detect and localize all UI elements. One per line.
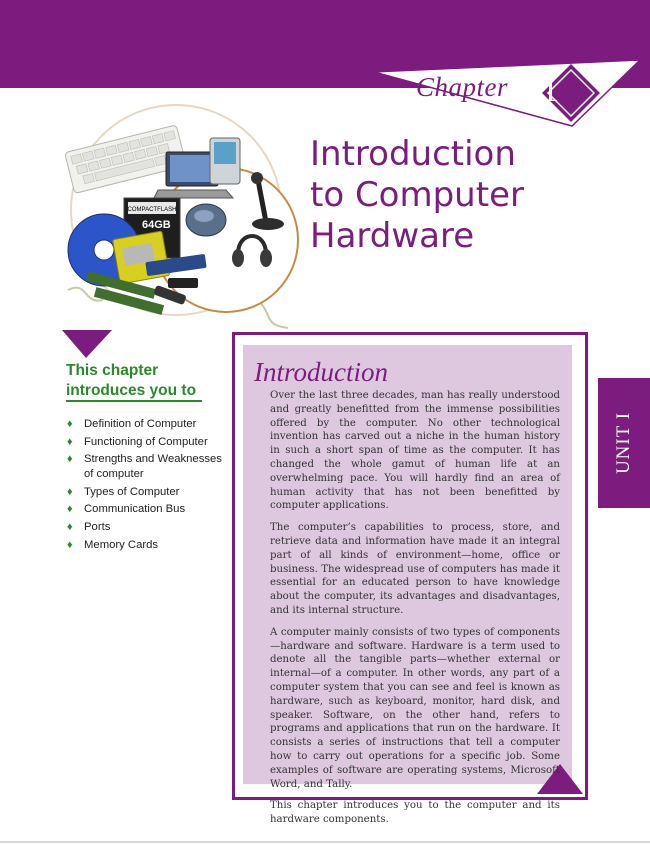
sidebar-heading (66, 361, 196, 401)
diamond-bullet-icon: ♦ (67, 453, 73, 466)
title-line-3: Hardware (310, 216, 475, 256)
corner-triangle (62, 330, 112, 360)
list-item (66, 502, 234, 517)
intro-paragraph-2: The computer’s capabilities to process, store, and retrieve data and information have made it an integral part of all kinds of environment—home, office or business. The widespread use of computers has made it essential for an educated person to have knowledge about the computer, its advantages and disadvantages, and its internal structure. (270, 522, 560, 616)
sidebar-divider (66, 400, 202, 402)
diamond-bullet-icon: ♦ (67, 418, 73, 430)
intro-body (270, 389, 560, 835)
list-item (66, 452, 234, 482)
diamond-bullet-icon: ♦ (67, 520, 73, 533)
unit-tab-label-wrap (598, 378, 650, 508)
card-capacity-label: 64GB (142, 219, 171, 231)
computer-hardware-collage-icon (58, 100, 304, 332)
topic-label: Ports (84, 520, 111, 533)
page-title (310, 134, 524, 257)
topic-label: Communication Bus (84, 503, 186, 516)
topic-list (66, 417, 234, 555)
diamond-bullet-icon: ♦ (67, 485, 73, 498)
sidebar-heading-line-1: This chapter (66, 362, 159, 379)
topic-label: Definition of Computer (84, 418, 197, 430)
intro-heading: Introduction (254, 357, 388, 387)
card-brand-label: COMPACTFLASH (127, 207, 177, 213)
list-item (66, 520, 234, 535)
diamond-bullet-icon: ♦ (67, 435, 73, 448)
unit-tab-label: UNIT I (613, 411, 635, 475)
list-item (66, 485, 234, 500)
list-item (66, 435, 234, 450)
intro-paragraph-1: Over the last three decades, man has really understood and greatly benefitted from the immense possibilities offered by the computer. No other technological invention has carved out a niche in the human history in such a short span of time as the computer. It has changed the whole gamut of human life at an overwhelming pace. You will hardly find an area of human activity that has not been benefitted by computer applications. (270, 390, 560, 512)
list-item (66, 417, 234, 432)
intro-paragraph-3: A computer mainly consists of two types of components—hardware and software. Hardware is a term used to denote all the tangible parts—whether external or internal—of a computer. In other words, any part of a computer system that you can see and feel is known as hardware, such as keyboard, monitor, hard disk, and speaker. Software, on the other hand, refers to programs and applications that run on the hardware. It consists a series of instructions that tell a computer how to carry out operations for a specific job. Some examples of software are operating systems, Microsoft Word, and Tally. (270, 626, 560, 790)
diamond-bullet-icon: ♦ (67, 503, 73, 516)
intro-paragraph-4: This chapter introduces you to the computer and its hardware components. (270, 800, 560, 826)
topic-label: Memory Cards (84, 538, 159, 551)
chapter-number: 01 (523, 69, 559, 109)
footer-divider (0, 841, 650, 843)
title-line-2: to Computer (310, 175, 524, 215)
topic-label: Strengths and Weaknesses of computer (84, 453, 222, 481)
sidebar-heading-line-2: introduces you to (66, 382, 197, 399)
topic-label: Types of Computer (84, 485, 180, 498)
topic-label: Functioning of Computer (84, 435, 208, 448)
chapter-label: Chapter (416, 72, 509, 102)
diamond-bullet-icon: ♦ (67, 538, 73, 551)
title-line-1: Introduction (310, 134, 516, 174)
list-item (66, 538, 234, 553)
